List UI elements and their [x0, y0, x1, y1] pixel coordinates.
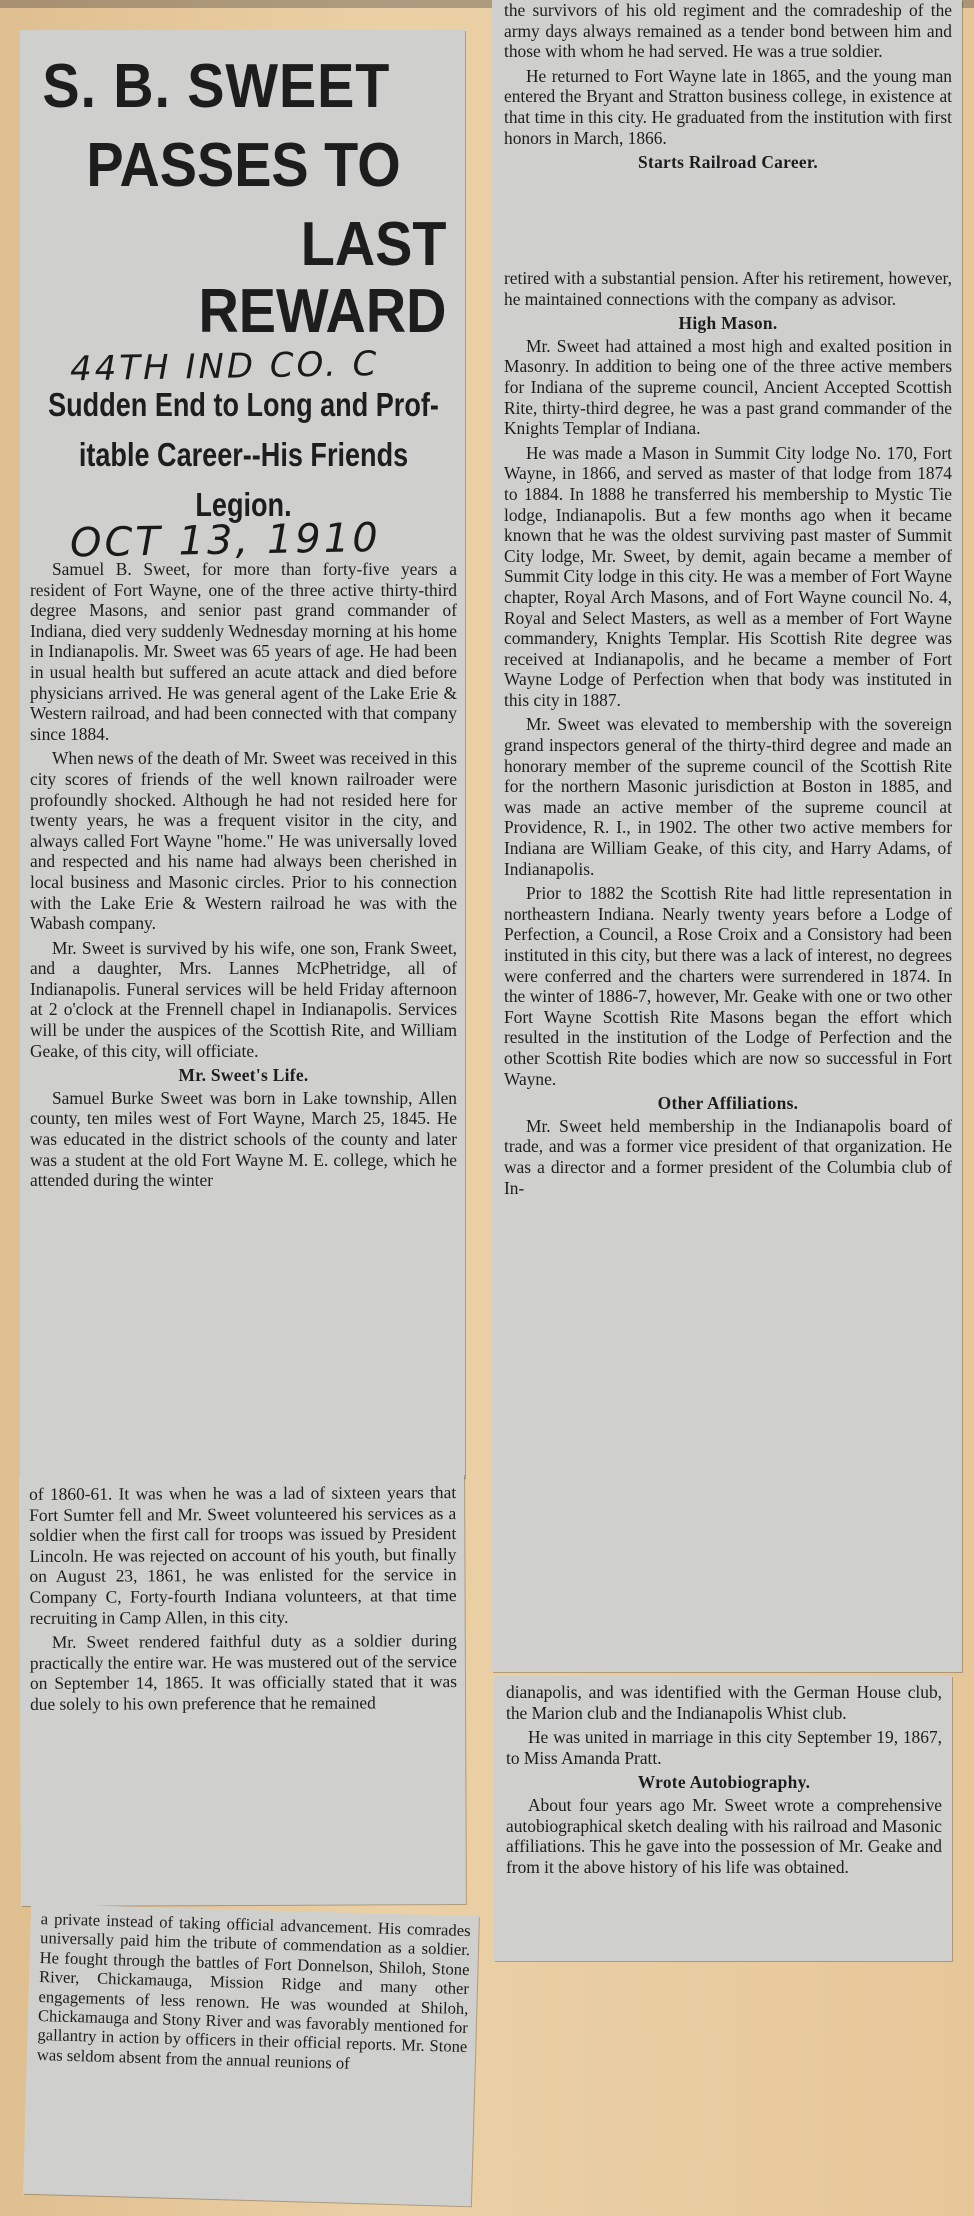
article-paragraph: dianapolis, and was identified with the German House club, the Marion club and the Indianapolis Whist club. — [506, 1682, 942, 1723]
article-paragraph: Mr. Sweet rendered faithful duty as a soldier during practically the entire war. He was mustered out of the service on September 14, 1865. It was officially stated that it was due solely to his own preference that he remained — [29, 1630, 458, 1714]
article-paragraph: a private instead of taking official advancement. His comrades universally paid him the tribute of commendation as a soldier. He fought through the battles of Fort Donnelson, Shiloh, Stone River, Chickamauga, Mission Ridge and many other engagements of less renown. He was wounded at Shiloh, Chickamauga and Stony River and was favorably mentioned for gallantry in action by officers in their official reports. Mr. Stone was seldom absent from the annual reunions of — [36, 1909, 471, 2073]
clipping-war-service — [19, 1474, 466, 1906]
article-paragraph: Mr. Sweet had attained a most high and exalted position in Masonry. In addition to being one of the three active members for Indiana of the supreme council, Ancient Accepted Scottish Rite, thirty-third degree, he was a past grand commander of the Knights Templar of Indiana. — [504, 335, 952, 439]
article-paragraph: He returned to Fort Wayne late in 1865, and the young man entered the Bryant and Stratton business college, in existence at that time in this city. He graduated from the institution with first honors in March, 1866. — [504, 65, 952, 148]
article-paragraph: Mr. Sweet was elevated to membership with the sovereign grand inspectors general of the thirty-third degree and made an honorary member of the supreme council of the Scottish Rite for the northern Masonic jurisdiction at Boston in 1885, and was made an active member of the supreme council at Providence, R. I., in 1902. The other two active members for Indiana are William Geake, of this city, and Harry Adams, of Indianapolis. — [504, 714, 952, 879]
article-paragraph: About four years ago Mr. Sweet wrote a comprehensive autobiographical sketch dealing with his railroad and Masonic affiliations. This he gave into the possession of Mr. Geake and from it the above history of his life was obtained. — [506, 1794, 942, 1877]
article-paragraph: retired with a substantial pension. After his retirement, however, he maintained connections with the company as advisor. — [504, 268, 952, 309]
article-paragraph: Mr. Sweet held membership in the Indianapolis board of trade, and was a former vice president of that organization. He was a director and a former president of the Columbia club of In- — [504, 1115, 952, 1198]
subheadline-line-1: Sudden End to Long and Prof- — [48, 386, 439, 424]
section-heading-affiliations: Other Affiliations. — [657, 1093, 799, 1114]
section-heading-mason: High Mason. — [678, 313, 778, 334]
section-heading-railroad: Starts Railroad Career. — [638, 152, 818, 173]
subheadline-line-3: Legion. — [195, 486, 292, 524]
clipping-headline-column — [20, 30, 465, 1478]
article-paragraph: He was made a Mason in Summit City lodge No. 170, Fort Wayne, in 1866, and served as master of that lodge from 1874 to 1884. In 1888 he transferred his membership to Mystic Tie lodge, Indianapolis. But a few months ago when it became known that he was the oldest surviving past master of Summit City lodge, Mr. Sweet, by demit, again became a member of Summit City lodge in this city. He was a member of Fort Wayne chapter, Royal Arch Masons, and of Fort Wayne council No. 4, Royal and Select Masters, as well as a member of Fort Wayne commandery, Knights Templar. His Scottish Rite degree was received at Indianapolis, and he became a member of Fort Wayne Lodge of Perfection when that body was instituted in this city in 1887. — [504, 442, 952, 710]
article-paragraph: the survivors of his old regiment and the comradeship of the army days always remained as a tender bond between him and those with whom he had served. He was a true soldier. — [504, 0, 952, 62]
subheadline — [44, 380, 443, 530]
headline — [42, 52, 447, 346]
headline-line-3: LAST REWARD — [198, 209, 447, 346]
clipping-autobiography — [494, 1676, 952, 1961]
clipping-masonry — [492, 262, 962, 1672]
headline-line-1: S. B. SWEET — [42, 52, 391, 121]
section-heading-autobiography: Wrote Autobiography. — [637, 1772, 811, 1793]
headline-line-2: PASSES TO — [86, 130, 401, 200]
article-paragraph: of 1860-61. It was when he was a lad of sixteen years that Fort Sumter fell and Mr. Sweet volunteered his services as a soldier when the first call for troops was issued by President Lincoln. He was rejected on account of his youth, but finally on August 23, 1861, he was enlisted for the service in Company C, Forty-fourth Indiana volunteers, at that time recruiting in Camp Allen, in this city. — [29, 1482, 457, 1628]
article-paragraph: Mr. Sweet is survived by his wife, one son, Frank Sweet, and a daughter, Mrs. Lannes McPhetridge, all of Indianapolis. Funeral services will be held Friday afternoon at 2 o'clock at the Frennell chapel in Indianapolis. Services will be under the auspices of the Scottish Rite, and William Geake, of this city, will officiate. — [30, 937, 457, 1061]
subheadline-line-2: itable Career--His Friends — [78, 436, 409, 474]
section-heading-life: Mr. Sweet's Life. — [178, 1065, 309, 1086]
article-paragraph: Prior to 1882 the Scottish Rite had little representation in northeastern Indiana. Nearly twenty years before a Lodge of Perfection, a Council, a Rose Croix and a Consistory had been instituted in this city, but there was a lack of interest, no degrees were conferred and the charters were surrendered in 1874. In the winter of 1886-7, however, Mr. Geake with one or two other Fort Wayne Scottish Rite Masons began the effort which resulted in the institution of the Lodge of Perfection and the other Scottish Rite bodies which are now so successful in Fort Wayne. — [504, 883, 952, 1089]
article-paragraph: When news of the death of Mr. Sweet was received in this city scores of friends of the well known railroader were profoundly shocked. Although he had not resided here for twenty years, he was a frequent visitor in the city, and always called Fort Wayne "home." He was universally loved and respected and his name had always been cherished in local business and Masonic circles. Prior to his connection with the Lake Erie & Western railroad he was with the Wabash company. — [30, 748, 457, 934]
clipping-battles — [23, 1904, 479, 2206]
handwritten-unit-note: 44TH IND CO. C — [69, 343, 380, 390]
handwritten-date: OCT 13, 1910 — [69, 515, 382, 567]
article-paragraph: Samuel B. Sweet, for more than forty-five years a resident of Fort Wayne, one of the three active thirty-third degree Masons, and senior past grand commander of Indiana, died very suddenly Wednesday morning at his home in Indianapolis. Mr. Sweet was 65 years of age. He had been in usual health but suffered an acute attack and died before physicians arrived. He was general agent of the Lake Erie & Western railroad, and had been connected with that company since 1884. — [30, 559, 457, 744]
clipping-regiment — [492, 0, 962, 262]
article-paragraph: Samuel Burke Sweet was born in Lake township, Allen county, ten miles west of Fort Wayne, March 25, 1845. He was educated in the district schools of the county and later was a student at the old Fort Wayne M. E. college, which he attended during the winter — [30, 1087, 457, 1191]
article-paragraph: He was united in marriage in this city September 19, 1867, to Miss Amanda Pratt. — [506, 1727, 942, 1768]
